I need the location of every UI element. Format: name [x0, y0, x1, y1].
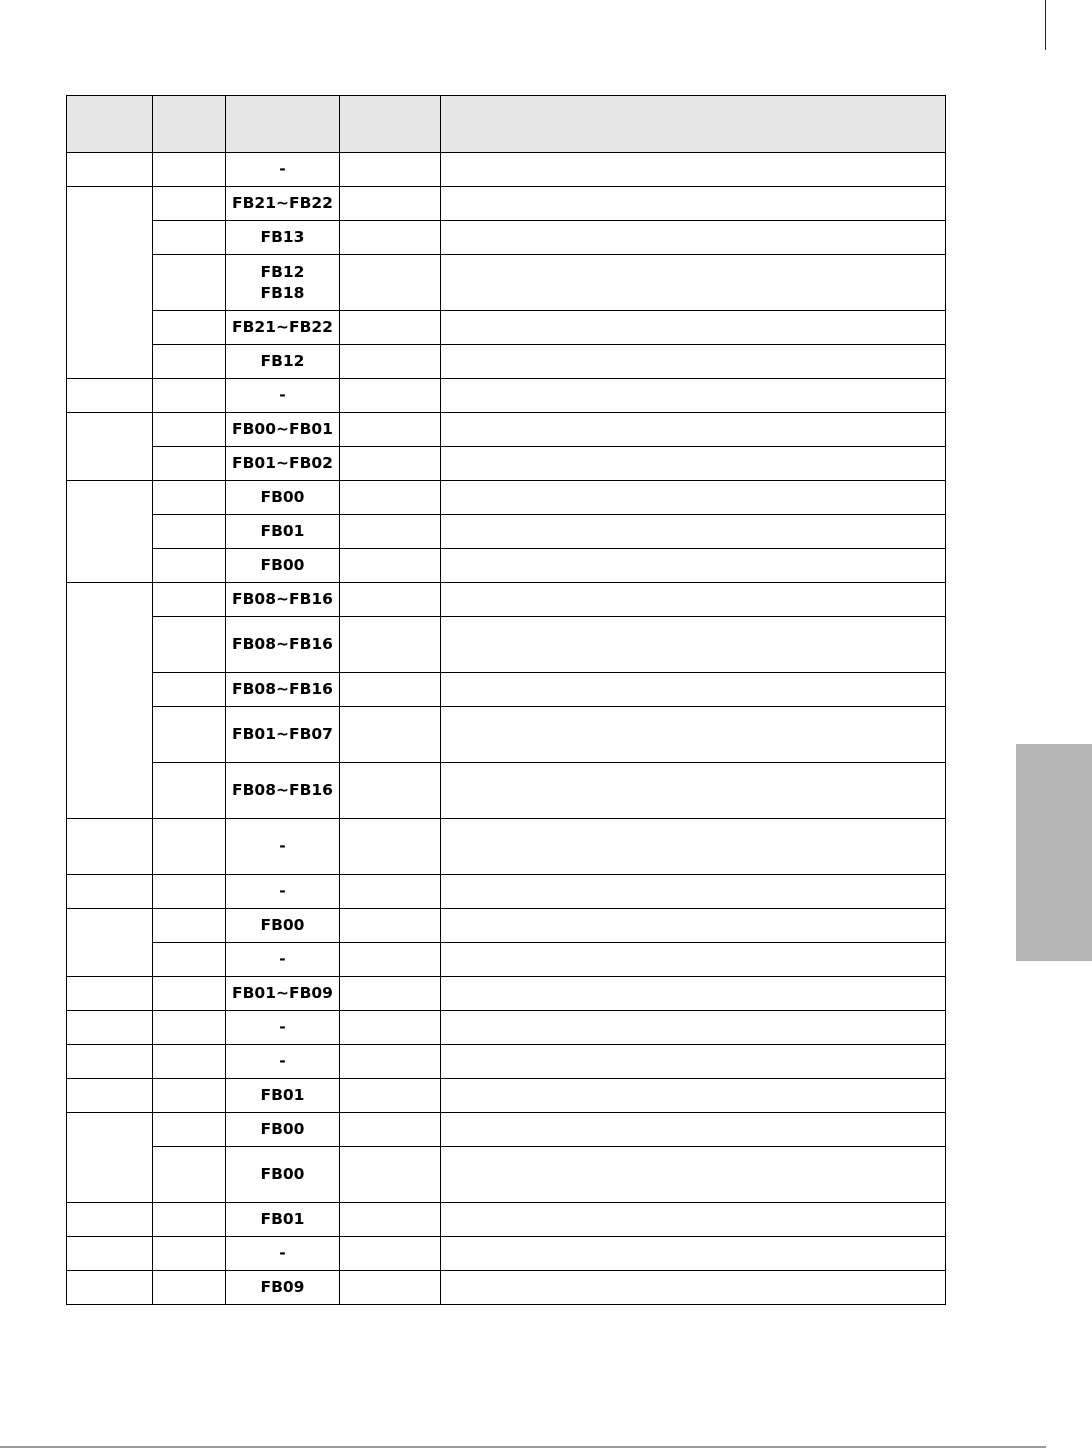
- blank-cell: [340, 379, 441, 413]
- blank-cell: [153, 515, 226, 549]
- blank-cell: [153, 977, 226, 1011]
- blank-cell: [153, 673, 226, 707]
- code-cell: FB08~FB16: [226, 763, 340, 819]
- description-cell: [441, 311, 946, 345]
- description-cell: [441, 875, 946, 909]
- group-cell: [67, 875, 153, 909]
- description-cell: [441, 515, 946, 549]
- description-cell: [441, 1113, 946, 1147]
- blank-cell: [340, 617, 441, 673]
- blank-cell: [153, 413, 226, 447]
- description-cell: [441, 707, 946, 763]
- header-cell: [441, 96, 946, 153]
- table-row: [67, 311, 946, 345]
- group-cell: [67, 977, 153, 1011]
- table-row: [67, 1147, 946, 1203]
- description-cell: [441, 1079, 946, 1113]
- code-cell: FB08~FB16: [226, 583, 340, 617]
- table-row: [67, 221, 946, 255]
- code-cell: FB01~FB09: [226, 977, 340, 1011]
- blank-cell: [153, 1237, 226, 1271]
- description-cell: [441, 617, 946, 673]
- description-cell: [441, 255, 946, 311]
- blank-cell: [153, 481, 226, 515]
- code-cell: -: [226, 1237, 340, 1271]
- table-row: [67, 549, 946, 583]
- table-row: [67, 909, 946, 943]
- code-cell: FB01: [226, 1079, 340, 1113]
- table-row: [67, 515, 946, 549]
- group-cell: [67, 1203, 153, 1237]
- table-row: [67, 943, 946, 977]
- code-cell: FB00: [226, 549, 340, 583]
- blank-cell: [153, 187, 226, 221]
- table-row: [67, 583, 946, 617]
- corner-rule: [1045, 0, 1046, 50]
- description-cell: [441, 345, 946, 379]
- group-cell: [67, 413, 153, 481]
- table-row: [67, 1011, 946, 1045]
- table-row: [67, 1271, 946, 1305]
- table-row: [67, 345, 946, 379]
- table-row: [67, 1079, 946, 1113]
- table-header-row: [67, 96, 946, 153]
- blank-cell: [340, 153, 441, 187]
- blank-cell: [153, 617, 226, 673]
- blank-cell: [153, 943, 226, 977]
- group-cell: [67, 1079, 153, 1113]
- table-row: [67, 481, 946, 515]
- code-cell: FB21~FB22: [226, 311, 340, 345]
- blank-cell: [153, 819, 226, 875]
- table-row: [67, 413, 946, 447]
- blank-cell: [153, 447, 226, 481]
- blank-cell: [340, 1011, 441, 1045]
- group-cell: [67, 1271, 153, 1305]
- data-table: [66, 95, 946, 1305]
- blank-cell: [340, 763, 441, 819]
- header-cell: [226, 96, 340, 153]
- code-cell: -: [226, 379, 340, 413]
- table-row: [67, 1113, 946, 1147]
- table-row: [67, 763, 946, 819]
- footer-rule: [0, 1446, 1046, 1448]
- table-row: [67, 875, 946, 909]
- code-cell: FB13: [226, 221, 340, 255]
- blank-cell: [340, 1079, 441, 1113]
- description-cell: [441, 1147, 946, 1203]
- code-cell: FB00: [226, 1113, 340, 1147]
- blank-cell: [340, 447, 441, 481]
- blank-cell: [340, 1203, 441, 1237]
- description-cell: [441, 413, 946, 447]
- blank-cell: [153, 221, 226, 255]
- blank-cell: [153, 1113, 226, 1147]
- table-row: [67, 153, 946, 187]
- code-cell: FB00: [226, 481, 340, 515]
- code-cell: FB08~FB16: [226, 673, 340, 707]
- description-cell: [441, 673, 946, 707]
- blank-cell: [153, 1147, 226, 1203]
- blank-cell: [153, 1271, 226, 1305]
- description-cell: [441, 481, 946, 515]
- blank-cell: [153, 345, 226, 379]
- group-cell: [67, 583, 153, 819]
- blank-cell: [340, 943, 441, 977]
- blank-cell: [340, 311, 441, 345]
- group-cell: [67, 1011, 153, 1045]
- table-row: [67, 1237, 946, 1271]
- blank-cell: [153, 875, 226, 909]
- blank-cell: [340, 1113, 441, 1147]
- description-cell: [441, 549, 946, 583]
- table-row: [67, 447, 946, 481]
- table-row: [67, 819, 946, 875]
- group-cell: [67, 909, 153, 977]
- table-row: [67, 1045, 946, 1079]
- blank-cell: [340, 345, 441, 379]
- description-cell: [441, 1203, 946, 1237]
- blank-cell: [340, 875, 441, 909]
- description-cell: [441, 819, 946, 875]
- description-cell: [441, 153, 946, 187]
- code-cell: FB08~FB16: [226, 617, 340, 673]
- blank-cell: [340, 583, 441, 617]
- code-cell: FB21~FB22: [226, 187, 340, 221]
- description-cell: [441, 1011, 946, 1045]
- blank-cell: [340, 1147, 441, 1203]
- blank-cell: [153, 255, 226, 311]
- description-cell: [441, 447, 946, 481]
- description-cell: [441, 221, 946, 255]
- blank-cell: [340, 221, 441, 255]
- code-cell: -: [226, 943, 340, 977]
- blank-cell: [340, 707, 441, 763]
- code-cell: FB01: [226, 1203, 340, 1237]
- blank-cell: [153, 311, 226, 345]
- table-row: [67, 707, 946, 763]
- blank-cell: [153, 707, 226, 763]
- blank-cell: [153, 763, 226, 819]
- blank-cell: [340, 977, 441, 1011]
- description-cell: [441, 909, 946, 943]
- blank-cell: [340, 413, 441, 447]
- code-cell: -: [226, 819, 340, 875]
- description-cell: [441, 1271, 946, 1305]
- blank-cell: [340, 1045, 441, 1079]
- blank-cell: [153, 1203, 226, 1237]
- group-cell: [67, 187, 153, 379]
- table-row: [67, 255, 946, 311]
- description-cell: [441, 763, 946, 819]
- group-cell: [67, 1237, 153, 1271]
- blank-cell: [340, 1271, 441, 1305]
- code-cell: -: [226, 1045, 340, 1079]
- blank-cell: [340, 1237, 441, 1271]
- blank-cell: [153, 1011, 226, 1045]
- blank-cell: [340, 515, 441, 549]
- header-cell: [340, 96, 441, 153]
- table-row: [67, 617, 946, 673]
- section-side-tab: [1016, 744, 1092, 961]
- code-cell: FB00: [226, 1147, 340, 1203]
- group-cell: [67, 481, 153, 583]
- code-cell: FB09: [226, 1271, 340, 1305]
- description-cell: [441, 1045, 946, 1079]
- group-cell: [67, 819, 153, 875]
- group-cell: [67, 1045, 153, 1079]
- table-row: [67, 187, 946, 221]
- blank-cell: [153, 1045, 226, 1079]
- blank-cell: [153, 549, 226, 583]
- table-row: [67, 673, 946, 707]
- description-cell: [441, 977, 946, 1011]
- table-row: [67, 379, 946, 413]
- blank-cell: [340, 481, 441, 515]
- group-cell: [67, 379, 153, 413]
- blank-cell: [340, 255, 441, 311]
- code-cell: -: [226, 153, 340, 187]
- header-cell: [153, 96, 226, 153]
- table-row: [67, 1203, 946, 1237]
- blank-cell: [153, 379, 226, 413]
- table-row: [67, 977, 946, 1011]
- blank-cell: [340, 909, 441, 943]
- code-cell: -: [226, 875, 340, 909]
- code-cell: FB00: [226, 909, 340, 943]
- description-cell: [441, 1237, 946, 1271]
- blank-cell: [153, 909, 226, 943]
- blank-cell: [340, 673, 441, 707]
- blank-cell: [340, 549, 441, 583]
- code-cell: FB01~FB07: [226, 707, 340, 763]
- group-cell: [67, 1113, 153, 1203]
- code-cell: FB01~FB02: [226, 447, 340, 481]
- description-cell: [441, 187, 946, 221]
- code-cell: FB00~FB01: [226, 413, 340, 447]
- code-cell: FB12 FB18: [226, 255, 340, 311]
- description-cell: [441, 379, 946, 413]
- blank-cell: [340, 819, 441, 875]
- description-cell: [441, 583, 946, 617]
- blank-cell: [153, 153, 226, 187]
- blank-cell: [153, 583, 226, 617]
- description-cell: [441, 943, 946, 977]
- group-cell: [67, 153, 153, 187]
- code-cell: -: [226, 1011, 340, 1045]
- code-cell: FB12: [226, 345, 340, 379]
- header-cell: [67, 96, 153, 153]
- blank-cell: [340, 187, 441, 221]
- code-cell: FB01: [226, 515, 340, 549]
- blank-cell: [153, 1079, 226, 1113]
